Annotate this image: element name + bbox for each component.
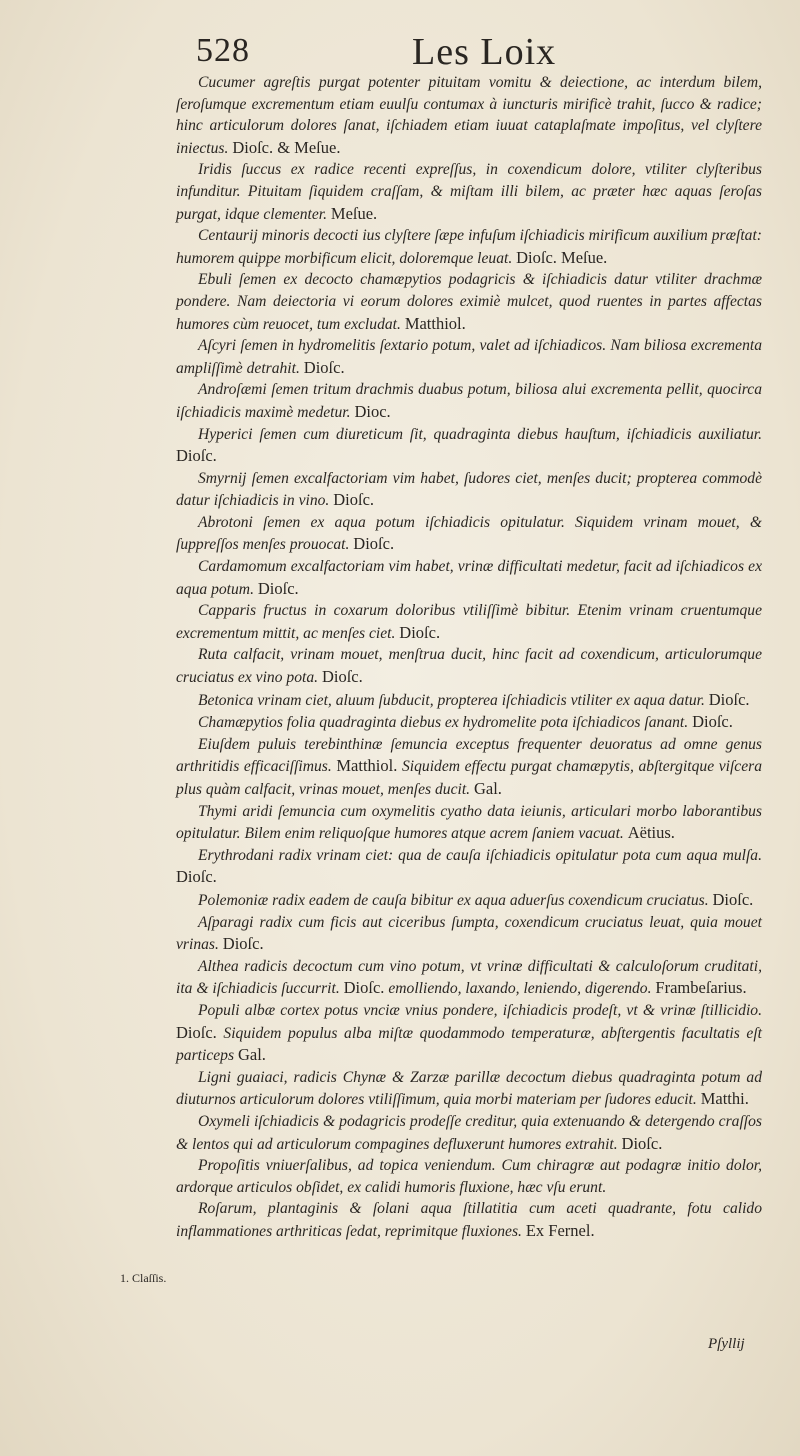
entry-source: Dioſc. Meſue.	[516, 247, 608, 267]
entry-indent	[176, 803, 198, 820]
entry-text: Hyperici ſemen cum diureticum ſit, quadraginta diebus hauſtum, iſchiadicis auxiliatur.	[198, 425, 762, 443]
running-title: Les Loix	[412, 31, 557, 73]
entry-indent	[176, 714, 198, 731]
entry-source: Matthi.	[700, 1089, 749, 1109]
entry-text: Polemoniæ radix eadem de cauſa bibitur ex aqua aduerſus coxendicum cruciatus.	[198, 891, 709, 909]
entry-source: Aëtius.	[627, 823, 675, 843]
entry-source: Dioſc.	[399, 622, 441, 642]
entry-indent	[176, 602, 198, 619]
remedy-entry	[172, 335, 762, 379]
remedy-entry	[172, 845, 762, 889]
entry-indent	[176, 426, 198, 443]
remedy-entry	[172, 468, 762, 512]
entry-source: Dioſc.	[708, 689, 750, 709]
remedy-entry	[172, 269, 762, 335]
entry-source: Dioſc.	[222, 934, 264, 954]
remedy-entry	[172, 512, 762, 556]
entry-source: Matthiol.	[404, 313, 466, 333]
entry-indent	[176, 958, 198, 975]
entry-text: Erythrodani radix vrinam ciet: qua de cauſa iſchiadicis opitulatur pota cum aqua mulſa.	[198, 846, 762, 864]
remedy-entry	[172, 1198, 762, 1242]
remedy-entry	[172, 600, 762, 644]
entry-text: Iridis ſuccus ex radice recenti expreſſus, in coxendicum dolore, vtiliter clyſteribus infunditur. Pituitam ſiquidem craſſam, & miſtam illi bilem, ac præter hæc aquas ſeroſas purgat, idque clementer.	[176, 161, 762, 223]
remedy-entry	[172, 1111, 762, 1155]
remedy-entry	[172, 644, 762, 688]
entry-indent	[176, 692, 198, 709]
entry-source: Dioſc.	[176, 867, 217, 887]
page-number: 528	[196, 32, 250, 69]
entry-indent	[176, 914, 198, 931]
remedy-entry	[172, 889, 762, 912]
entry-source: Dioſc.	[712, 889, 754, 909]
entry-text: Populi albæ cortex potus vnciæ vnius pondere, iſchiadicis prodeſt, vt & vrinæ ſtillicidio.	[198, 1001, 762, 1019]
entry-text: Cucumer agreſtis purgat potenter pituitam vomitu & deiectione, ac interdum bilem, ſeroſumque excrementum etiam euulſu contumax à iuncturis mirificè trahit, ſucco & radice; hinc articulorum dolores ſanat, iſchiadem etiam iuuat cataplaſmate impoſitus, vel clyſtere iniectus.	[176, 74, 762, 157]
remedy-entry	[172, 801, 762, 845]
entry-text: Abrotoni ſemen ex aqua potum iſchiadicis opitulatur. Siquidem vrinam mouet, & ſuppreſſos menſes prouocat.	[176, 513, 762, 554]
entry-indent	[176, 1200, 198, 1217]
entry-source: Dioſc.	[176, 446, 217, 466]
margin-note: 1. Claſſis.	[120, 1271, 167, 1285]
remedy-entry	[172, 1155, 762, 1198]
entry-indent	[176, 74, 198, 91]
entry-source: Dioſc.	[303, 357, 345, 377]
entry-source: Ex Fernel.	[525, 1220, 595, 1240]
entry-text: Oxymeli iſchiadicis & podagricis prodeſſe creditur, quia extenuando & detergendo craſſos & lentos qui ad articulorum compagines defluxerunt humores extrahit.	[176, 1112, 762, 1153]
entry-indent	[176, 1002, 198, 1019]
entry-source-secondary: Gal.	[237, 1045, 266, 1065]
entry-text: Capparis fructus in coxarum doloribus vtiliſſimè bibitur. Etenim vrinam cruentumque excrementum mittit, ac menſes ciet.	[176, 602, 762, 642]
entry-text-continued: Siquidem populus alba miſtæ quodammodo temperaturæ, abſtergentis facultatis eſt particeps	[176, 1024, 763, 1065]
entry-source-secondary: Gal.	[473, 779, 502, 798]
remedy-entry	[172, 734, 762, 801]
entry-indent	[176, 381, 198, 398]
entry-text: Aſcyri ſemen in hydromelitis ſextario potum, valet ad iſchiadicos. Nam biliosa excrementa ampliſſimè detrahit.	[176, 337, 762, 377]
entry-text: Ligni guaiaci, radicis Chynæ & Zarzæ parillæ decoctum diebus quadraginta potum ad diuturnos articulorum dolores vtiliſſimum, quia morbi materiam per ſudores educit.	[176, 1068, 762, 1109]
entry-source: Dioſc.	[621, 1133, 663, 1153]
entry-source: Dioſc.	[343, 978, 385, 998]
entry-text-continued: emolliendo, laxando, leniendo, digerendo.	[388, 980, 652, 998]
remedy-entry	[172, 912, 762, 956]
entry-text: Smyrnij ſemen excalfactoriam vim habet, ſudores ciet, menſes ducit; propterea commodè datur iſchiadicis in vino.	[176, 469, 762, 510]
entry-text: Cardamomum excalfactoriam vim habet, vrinæ difficultati medetur, facit ad iſchiadicos ex aqua potum.	[176, 558, 762, 598]
entry-indent	[176, 271, 198, 288]
remedy-entry	[172, 225, 762, 269]
catchword: Pſyllij	[708, 1336, 745, 1352]
remedy-entry	[172, 711, 762, 734]
remedy-entry	[172, 72, 762, 159]
entry-text: Thymi aridi ſemuncia cum oxymelitis cyatho data ieiunis, articulari morbo laborantibus opitulatur. Bilem enim reliquoſque humores atque acrem ſaniem vacuat.	[176, 802, 762, 843]
entry-source: Dioſc.	[333, 490, 375, 510]
remedy-entry	[172, 689, 762, 712]
entry-indent	[176, 337, 198, 354]
remedy-entry	[172, 1000, 762, 1067]
remedy-entry	[172, 956, 762, 1000]
entry-text: Centaurij minoris decocti ius clyſtere ſæpe infuſum iſchiadicis mirificum auxilium præſtat: humorem quippe morbificum elicit, doloremque leuat.	[176, 227, 762, 267]
entry-source: Meſue.	[330, 203, 378, 223]
entry-text: Androſæmi ſemen tritum drachmis duabus potum, biliosa alui excrementa pellit, quocirca iſchiadicis maximè medetur.	[176, 381, 762, 421]
entry-indent	[176, 470, 198, 487]
entry-indent	[176, 736, 198, 753]
remedy-entry	[172, 556, 762, 600]
entry-source: Dioc.	[354, 401, 391, 421]
entry-text: Ruta calfacit, vrinam mouet, menſtrua ducit, hinc facit ad coxendicum, articulorumque cruciatus ex vino pota.	[176, 646, 762, 687]
entry-indent	[176, 558, 198, 575]
entry-indent	[176, 514, 198, 531]
remedy-entry	[172, 424, 762, 468]
entry-text: Betonica vrinam ciet, aluum ſubducit, propterea iſchiadicis vtiliter ex aqua datur.	[198, 691, 705, 709]
remedy-entry	[172, 159, 762, 225]
entry-indent	[176, 847, 198, 864]
entry-text: Eiuſdem puluis terebinthinæ ſemuncia exceptus frequenter deuoratus ad omne genus arthritidis efficaciſſimus.	[176, 735, 762, 776]
entry-source: Dioſc.	[353, 534, 395, 554]
entry-source: Dioſc.	[257, 578, 299, 598]
entry-source: Matthiol.	[336, 756, 398, 776]
remedy-entry	[172, 1067, 762, 1111]
entry-indent	[176, 161, 198, 178]
entry-text: Ebuli ſemen ex decocto chamæpytios podagricis & iſchiadicis datur vtiliter drachmæ pondere. Nam deiectoria vi eorum dolores eximiè mulcet, quod ruentes in partes affectas humores cùm reuocet, tum excludat.	[176, 271, 762, 333]
entry-indent	[176, 892, 198, 909]
entry-text: Aſparagi radix cum ficis aut ciceribus ſumpta, coxendicum cruciatus leuat, quia mouet vrinas.	[176, 913, 762, 954]
entry-text-continued: Siquidem effectu purgat chamæpytis, abſtergitque viſcera plus quàm calfacit, vrinas mouet, menſes ducit.	[176, 758, 763, 798]
entry-source: Dioſc. & Meſue.	[232, 137, 341, 157]
entry-text: Propoſitis vniuerſalibus, ad topica veniendum. Cum chiragræ aut podagræ initio dolor, ardorque articulos obſidet, ex calidi humoris fluxione, hæc vſu erunt.	[176, 1157, 762, 1196]
page-body	[172, 72, 762, 1242]
entry-text: Althea radicis decoctum cum vino potum, vt vrinæ difficultati & calculoſorum cruditati, ita & iſchiadicis ſuccurrit.	[176, 957, 762, 998]
entry-source: Dioſc.	[321, 667, 363, 687]
entry-text: Chamæpytios folia quadraginta diebus ex hydromelite pota iſchiadicos ſanant.	[198, 714, 689, 732]
entry-text: Roſarum, plantaginis & ſolani aqua ſtillatitia cum aceti quadrante, fotu calido inflammationes arthriticas ſedat, reprimitque fluxiones.	[176, 1200, 762, 1240]
entry-source: Dioſc.	[692, 712, 733, 732]
entry-source: Dioſc.	[176, 1022, 217, 1042]
entry-indent	[176, 227, 198, 244]
entry-source-secondary: Frambeſarius.	[655, 978, 747, 998]
entry-indent	[176, 1113, 198, 1130]
entry-indent	[176, 646, 198, 663]
entry-indent	[176, 1157, 198, 1174]
remedy-entry	[172, 379, 762, 423]
entry-indent	[176, 1069, 198, 1086]
